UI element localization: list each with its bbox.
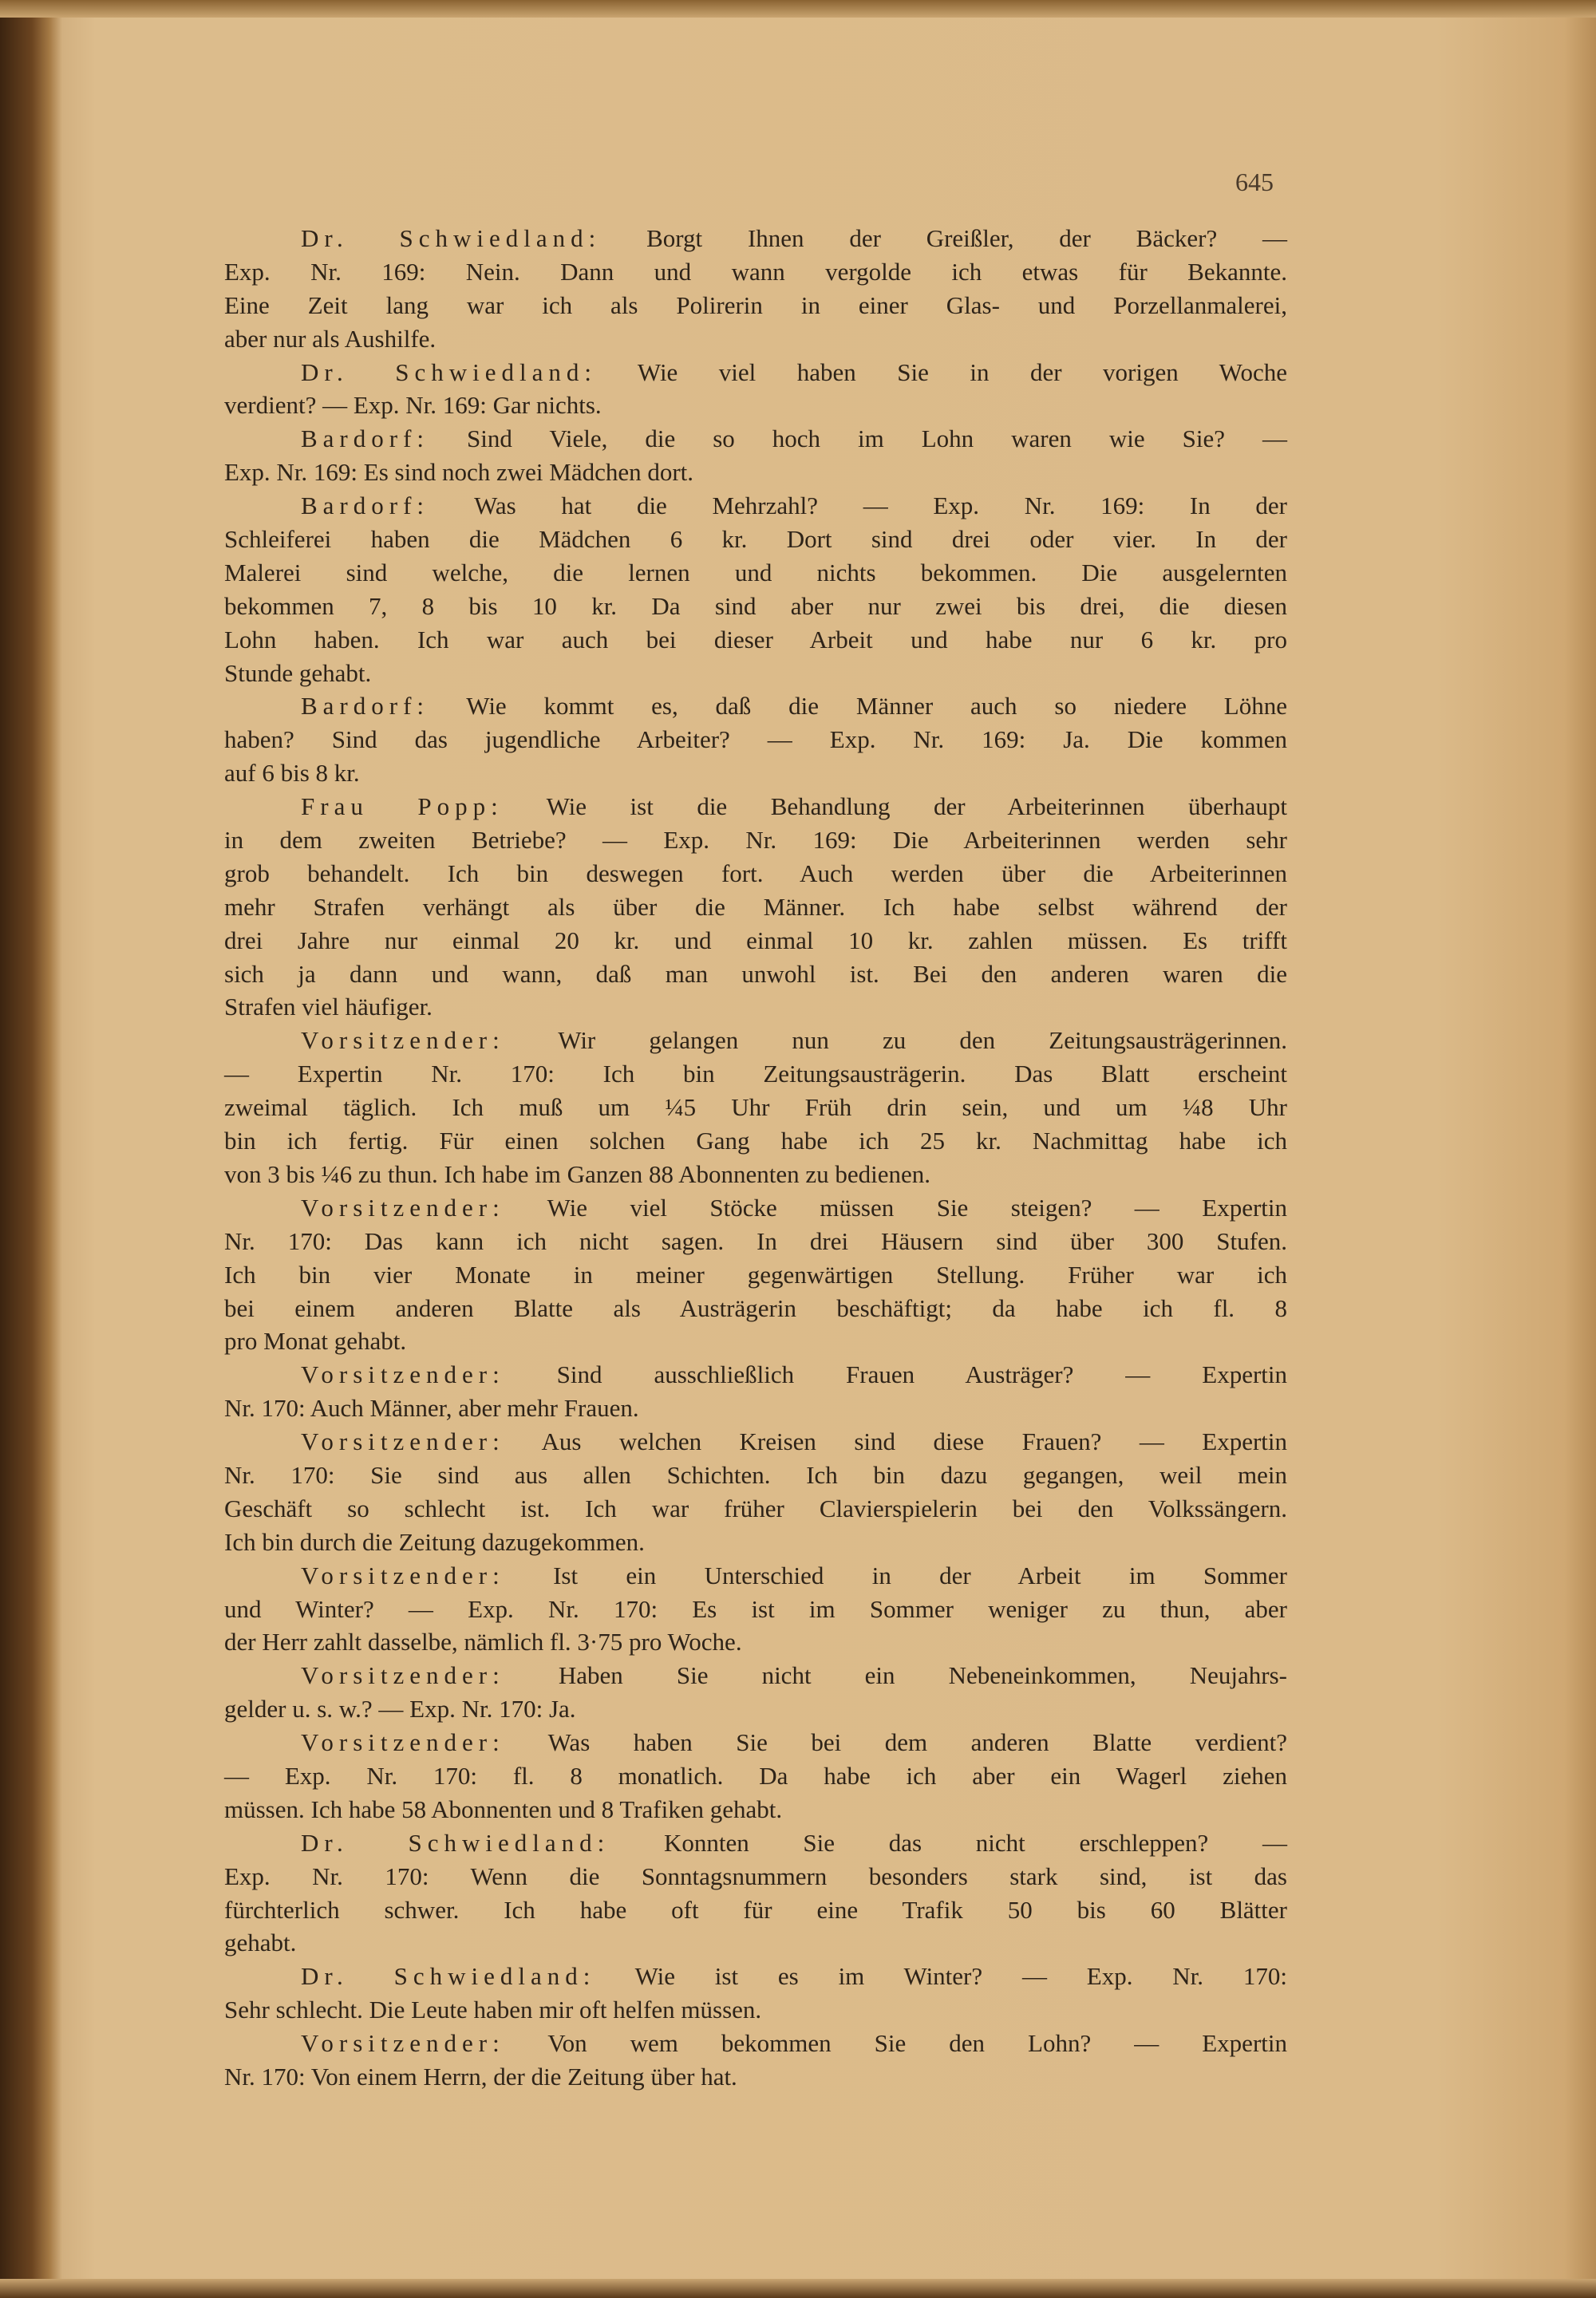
paragraph bbox=[224, 356, 1287, 423]
line-text: grob behandelt. Ich bin deswegen fort. Auch werden über die Arbeiterinnen bbox=[224, 859, 1287, 887]
text-line bbox=[224, 1057, 1287, 1091]
text-line bbox=[224, 623, 1287, 657]
speaker-name: Vorsitzender: bbox=[301, 2029, 505, 2058]
line-text: verdient? — Exp. Nr. 169: Gar nichts. bbox=[224, 391, 602, 420]
paragraph bbox=[224, 422, 1287, 489]
text-line bbox=[224, 1091, 1287, 1124]
line-text: und Winter? — Exp. Nr. 170: Es ist im Sommer weniger zu thun, aber bbox=[224, 1594, 1287, 1623]
text-line bbox=[224, 1926, 1287, 1960]
text-line bbox=[224, 1325, 1287, 1358]
page-bottom-edge bbox=[0, 2279, 1596, 2298]
text-line bbox=[224, 1625, 1287, 1659]
speaker-name: Bardorf: bbox=[301, 424, 430, 453]
text-line bbox=[224, 1358, 1287, 1392]
text-line bbox=[224, 1960, 1287, 1993]
line-text: Malerei sind welche, die lernen und nichts bekommen. Die ausgelernten bbox=[224, 558, 1287, 586]
line-text: Haben Sie nicht ein Nebeneinkommen, Neujahrs- bbox=[558, 1661, 1287, 1690]
speaker-name: Vorsitzender: bbox=[301, 1193, 505, 1222]
text-line bbox=[224, 1024, 1287, 1057]
paragraph bbox=[224, 2027, 1287, 2094]
text-line bbox=[224, 1258, 1287, 1292]
speaker-name: Bardorf: bbox=[301, 492, 430, 520]
line-text: Nr. 170: Auch Männer, aber mehr Frauen. bbox=[224, 1394, 639, 1423]
text-line bbox=[224, 1759, 1287, 1793]
line-text: Ich bin durch die Zeitung dazugekommen. bbox=[224, 1527, 645, 1556]
paragraph bbox=[224, 222, 1287, 356]
text-line bbox=[224, 289, 1287, 322]
page-body-text bbox=[224, 222, 1287, 2094]
speaker-name: Bardorf: bbox=[301, 692, 430, 721]
text-line bbox=[224, 1225, 1287, 1258]
text-line bbox=[224, 1692, 1287, 1726]
line-text: Konnten Sie das nicht erschleppen? — bbox=[663, 1828, 1287, 1857]
line-text: bekommen 7, 8 bis 10 kr. Da sind aber nur zwei bis drei, die diesen bbox=[224, 591, 1287, 620]
line-text: Was hat die Mehrzahl? — Exp. Nr. 169: In der bbox=[474, 492, 1287, 520]
line-text: — Exp. Nr. 170: fl. 8 monatlich. Da habe ich aber ein Wagerl ziehen bbox=[224, 1761, 1287, 1790]
paragraph bbox=[224, 790, 1287, 1024]
line-text: Wie viel Stöcke müssen Sie steigen? — Expertin bbox=[547, 1193, 1287, 1222]
paragraph bbox=[224, 1559, 1287, 1660]
text-line bbox=[224, 1659, 1287, 1692]
speaker-name: Vorsitzender: bbox=[301, 1360, 505, 1389]
line-text: Was haben Sie bei dem anderen Blatte verdient? bbox=[547, 1728, 1287, 1757]
text-line bbox=[224, 924, 1287, 958]
line-text: Wir gelangen nun zu den Zeitungsausträgerinnen. bbox=[558, 1026, 1287, 1055]
text-line bbox=[224, 689, 1287, 723]
text-line bbox=[224, 1492, 1287, 1526]
paragraph bbox=[224, 689, 1287, 790]
line-text: drei Jahre nur einmal 20 kr. und einmal 10 kr. zahlen müssen. Es trifft bbox=[224, 926, 1287, 954]
line-text: Wie kommt es, daß die Männer auch so niedere Löhne bbox=[466, 692, 1287, 721]
line-text: bin ich fertig. Für einen solchen Gang habe ich 25 kr. Nachmittag habe ich bbox=[224, 1127, 1287, 1155]
line-text: Von wem bekommen Sie den Lohn? — Expertin bbox=[547, 2029, 1287, 2058]
line-text: sich ja dann und wann, daß man unwohl ist. Bei den anderen waren die bbox=[224, 959, 1287, 988]
text-line bbox=[224, 456, 1287, 489]
text-line bbox=[224, 1559, 1287, 1593]
line-text: Ich bin vier Monate in meiner gegenwärtigen Stellung. Früher war ich bbox=[224, 1260, 1287, 1289]
speaker-name: Dr. Schwiedland: bbox=[301, 1962, 596, 1991]
text-line bbox=[224, 1526, 1287, 1559]
paragraph bbox=[224, 1659, 1287, 1726]
speaker-name: Vorsitzender: bbox=[301, 1427, 505, 1456]
text-line bbox=[224, 790, 1287, 823]
line-text: Nr. 170: Sie sind aus allen Schichten. Ich bin dazu gegangen, weil mein bbox=[224, 1460, 1287, 1489]
line-text: Sind Viele, die so hoch im Lohn waren wie Sie? — bbox=[467, 424, 1288, 453]
line-text: gehabt. bbox=[224, 1929, 297, 1957]
text-line bbox=[224, 1158, 1287, 1191]
line-text: Stunde gehabt. bbox=[224, 658, 372, 687]
text-line bbox=[224, 657, 1287, 690]
speaker-name: Vorsitzender: bbox=[301, 1728, 505, 1757]
paragraph bbox=[224, 1826, 1287, 1960]
text-line bbox=[224, 1593, 1287, 1626]
text-line bbox=[224, 1459, 1287, 1492]
line-text: Schleiferei haben die Mädchen 6 kr. Dort sind drei oder vier. In der bbox=[224, 525, 1287, 554]
text-line bbox=[224, 2027, 1287, 2060]
text-line bbox=[224, 356, 1287, 389]
line-text: Strafen viel häufiger. bbox=[224, 993, 433, 1021]
text-line bbox=[224, 1993, 1287, 2027]
line-text: Nr. 170: Von einem Herrn, der die Zeitung über hat. bbox=[224, 2062, 737, 2091]
speaker-name: Dr. Schwiedland: bbox=[301, 224, 602, 252]
text-line bbox=[224, 222, 1287, 255]
text-line bbox=[224, 823, 1287, 857]
paragraph bbox=[224, 1024, 1287, 1190]
paragraph bbox=[224, 1358, 1287, 1425]
paragraph bbox=[224, 1726, 1287, 1826]
text-line bbox=[224, 890, 1287, 924]
speaker-name: Dr. Schwiedland: bbox=[301, 357, 597, 386]
page-top-edge bbox=[0, 0, 1596, 18]
line-text: mehr Strafen verhängt als über die Männer. Ich habe selbst während der bbox=[224, 892, 1287, 921]
text-line bbox=[224, 857, 1287, 890]
text-line bbox=[224, 1826, 1287, 1860]
text-line bbox=[224, 489, 1287, 523]
page-number: 645 bbox=[1235, 168, 1274, 196]
line-text: bei einem anderen Blatte als Austrägerin beschäftigt; da habe ich fl. 8 bbox=[224, 1293, 1287, 1322]
text-line bbox=[224, 1726, 1287, 1759]
paragraph bbox=[224, 1425, 1287, 1559]
text-line bbox=[224, 756, 1287, 790]
line-text: Lohn haben. Ich war auch bei dieser Arbeit und habe nur 6 kr. pro bbox=[224, 625, 1287, 653]
speaker-name: Vorsitzender: bbox=[301, 1561, 505, 1589]
speaker-name: Frau Popp: bbox=[301, 792, 504, 821]
line-text: Wie ist es im Winter? — Exp. Nr. 170: bbox=[634, 1962, 1287, 1991]
line-text: fürchterlich schwer. Ich habe oft für eine Trafik 50 bis 60 Blätter bbox=[224, 1895, 1287, 1924]
line-text: — Expertin Nr. 170: Ich bin Zeitungsausträgerin. Das Blatt erscheint bbox=[224, 1060, 1287, 1088]
line-text: Exp. Nr. 170: Wenn die Sonntagsnummern besonders stark sind, ist das bbox=[224, 1862, 1287, 1890]
text-line bbox=[224, 422, 1287, 456]
text-line bbox=[224, 1124, 1287, 1158]
line-text: Sehr schlecht. Die Leute haben mir oft helfen müssen. bbox=[224, 1996, 762, 2024]
text-line bbox=[224, 2060, 1287, 2094]
line-text: Geschäft so schlecht ist. Ich war früher Clavierspielerin bei den Volkssängern. bbox=[224, 1494, 1287, 1522]
text-line bbox=[224, 990, 1287, 1024]
line-text: Exp. Nr. 169: Es sind noch zwei Mädchen dort. bbox=[224, 458, 694, 487]
line-text: müssen. Ich habe 58 Abonnenten und 8 Trafiken gehabt. bbox=[224, 1795, 783, 1823]
line-text: gelder u. s. w.? — Exp. Nr. 170: Ja. bbox=[224, 1695, 576, 1724]
line-text: pro Monat gehabt. bbox=[224, 1327, 407, 1356]
line-text: Sind ausschließlich Frauen Austräger? — Expertin bbox=[556, 1360, 1287, 1389]
text-line bbox=[224, 1392, 1287, 1425]
text-line bbox=[224, 1793, 1287, 1826]
paragraph bbox=[224, 1191, 1287, 1358]
text-line bbox=[224, 255, 1287, 289]
paragraph bbox=[224, 489, 1287, 689]
line-text: Aus welchen Kreisen sind diese Frauen? — Expertin bbox=[541, 1427, 1287, 1456]
text-line bbox=[224, 322, 1287, 356]
text-line bbox=[224, 1860, 1287, 1893]
text-line bbox=[224, 723, 1287, 756]
line-text: in dem zweiten Betriebe? — Exp. Nr. 169: Die Arbeiterinnen werden sehr bbox=[224, 826, 1287, 855]
text-line bbox=[224, 523, 1287, 556]
paragraph bbox=[224, 1960, 1287, 2027]
speaker-name: Vorsitzender: bbox=[301, 1661, 505, 1690]
line-text: Ist ein Unterschied in der Arbeit im Sommer bbox=[553, 1561, 1288, 1589]
line-text: auf 6 bis 8 kr. bbox=[224, 759, 360, 788]
line-text: Wie viel haben Sie in der vorigen Woche bbox=[637, 357, 1287, 386]
line-text: Borgt Ihnen der Greißler, der Bäcker? — bbox=[646, 224, 1287, 252]
line-text: zweimal täglich. Ich muß um ¼5 Uhr Früh drin sein, und um ¼8 Uhr bbox=[224, 1093, 1287, 1122]
text-line bbox=[224, 590, 1287, 623]
text-line bbox=[224, 1292, 1287, 1325]
text-line bbox=[224, 958, 1287, 991]
text-line bbox=[224, 556, 1287, 590]
line-text: haben? Sind das jugendliche Arbeiter? — Exp. Nr. 169: Ja. Die kommen bbox=[224, 725, 1287, 754]
speaker-name: Vorsitzender: bbox=[301, 1026, 505, 1055]
line-text: aber nur als Aushilfe. bbox=[224, 324, 437, 353]
line-text: der Herr zahlt dasselbe, nämlich fl. 3·75 pro Woche. bbox=[224, 1628, 742, 1656]
line-text: Wie ist die Behandlung der Arbeiterinnen überhaupt bbox=[546, 792, 1287, 821]
text-line bbox=[224, 1893, 1287, 1927]
line-text: Exp. Nr. 169: Nein. Dann und wann vergolde ich etwas für Bekannte. bbox=[224, 257, 1287, 286]
speaker-name: Dr. Schwiedland: bbox=[301, 1828, 610, 1857]
text-line bbox=[224, 1425, 1287, 1459]
line-text: von 3 bis ¼6 zu thun. Ich habe im Ganzen 88 Abonnenten zu bedienen. bbox=[224, 1159, 930, 1188]
text-line bbox=[224, 1191, 1287, 1225]
line-text: Eine Zeit lang war ich als Polirerin in einer Glas- und Porzellanmalerei, bbox=[224, 290, 1287, 319]
text-line bbox=[224, 389, 1287, 422]
line-text: Nr. 170: Das kann ich nicht sagen. In drei Häusern sind über 300 Stufen. bbox=[224, 1226, 1287, 1255]
